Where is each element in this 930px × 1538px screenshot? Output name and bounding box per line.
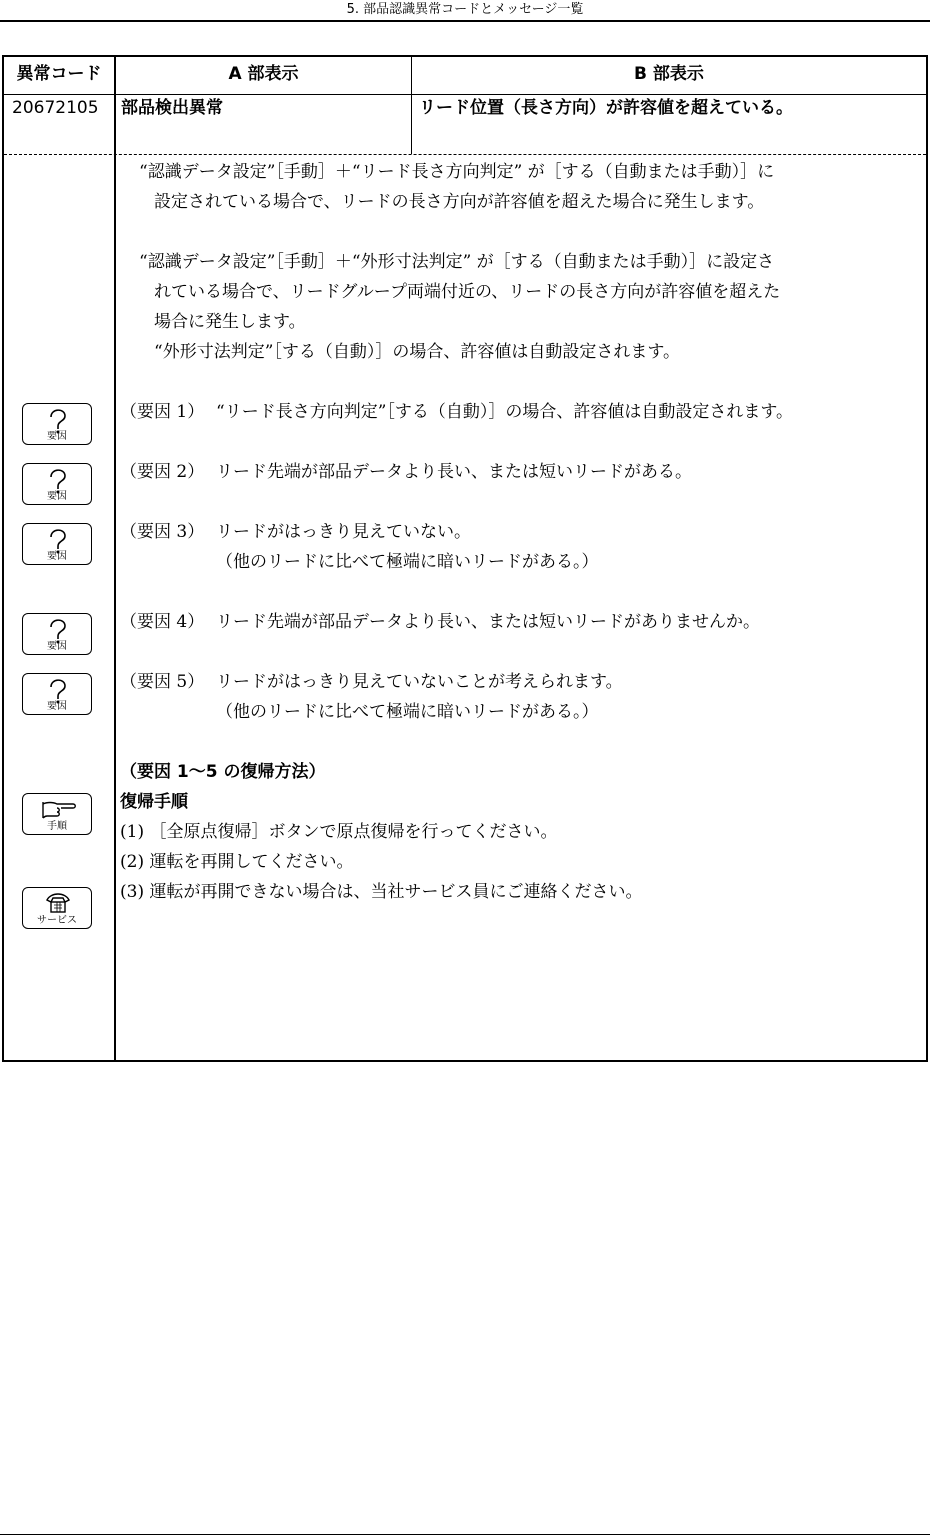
header-row-rule xyxy=(4,94,926,95)
cause-5-note: （他のリードに比べて極端に暗いリードがある。） xyxy=(216,702,599,722)
icon-caption: サービス xyxy=(37,915,77,926)
column-header-a: A 部表示 xyxy=(228,64,299,84)
cause-question-icon xyxy=(22,463,92,505)
description-line: “認識データ設定”［手動］＋“リード長さ方向判定” が［する（自動または手動）］に xyxy=(139,162,775,182)
b-display-text: リード位置（長さ方向）が許容値を超えている。 xyxy=(419,98,793,118)
cause-4-text: リード先端が部品データより長い、または短いリードがありませんか。 xyxy=(216,612,760,632)
description-line: れている場合で、リードグループ両端付近の、リードの長さ方向が許容値を超えた xyxy=(154,282,781,302)
cause-question-icon xyxy=(22,523,92,565)
description-line: “認識データ設定”［手動］＋“外形寸法判定” が［する（自動または手動）］に設定さ xyxy=(139,252,775,272)
description-line: 場合に発生します。 xyxy=(154,312,306,332)
a-display-text: 部品検出異常 xyxy=(121,98,223,118)
column-header-code: 異常コード xyxy=(16,64,102,84)
cause-question-icon xyxy=(22,613,92,655)
column-divider-code xyxy=(114,57,116,1060)
page-header-title: 5. 部品認識異常コードとメッセージ一覧 xyxy=(346,2,584,17)
cause-1-label: （要因 1） xyxy=(120,402,205,422)
procedure-step: (2) 運転を再開してください。 xyxy=(120,852,354,872)
icon-caption: 要因 xyxy=(47,491,67,502)
procedure-heading: 復帰手順 xyxy=(120,792,188,812)
error-code: 20672105 xyxy=(12,98,99,118)
recovery-heading: （要因 1～5 の復帰方法） xyxy=(120,762,326,782)
cause-question-icon xyxy=(22,673,92,715)
procedure-step: (1) ［全原点復帰］ボタンで原点復帰を行ってください。 xyxy=(120,822,558,842)
cause-3-note: （他のリードに比べて極端に暗いリードがある。） xyxy=(216,552,599,572)
header-rule xyxy=(0,20,930,22)
cause-5-label: （要因 5） xyxy=(120,672,205,692)
footer-rule xyxy=(0,1534,930,1535)
service-icon xyxy=(22,887,92,929)
column-header-b: B 部表示 xyxy=(634,64,704,84)
error-table xyxy=(2,55,928,1062)
procedure-icon xyxy=(22,793,92,835)
icon-caption: 手順 xyxy=(47,821,67,832)
cause-2-text: リード先端が部品データより長い、または短いリードがある。 xyxy=(216,462,692,482)
icon-caption: 要因 xyxy=(47,431,67,442)
cause-3-label: （要因 3） xyxy=(120,522,205,542)
description-line: 設定されている場合で、リードの長さ方向が許容値を超えた場合に発生します。 xyxy=(154,192,765,212)
cause-5-text: リードがはっきり見えていないことが考えられます。 xyxy=(216,672,623,692)
cause-question-icon xyxy=(22,403,92,445)
cause-1-text: “リード長さ方向判定”［する（自動）］の場合、許容値は自動設定されます。 xyxy=(216,402,794,422)
cause-3-text: リードがはっきり見えていない。 xyxy=(216,522,471,542)
procedure-step: (3) 運転が再開できない場合は、当社サービス員にご連絡ください。 xyxy=(120,882,643,902)
cause-2-label: （要因 2） xyxy=(120,462,205,482)
icon-caption: 要因 xyxy=(47,641,67,652)
description-line: “外形寸法判定”［する（自動）］の場合、許容値は自動設定されます。 xyxy=(154,342,681,362)
dashed-separator xyxy=(4,154,926,155)
cause-4-label: （要因 4） xyxy=(120,612,205,632)
icon-caption: 要因 xyxy=(47,551,67,562)
icon-caption: 要因 xyxy=(47,701,67,712)
